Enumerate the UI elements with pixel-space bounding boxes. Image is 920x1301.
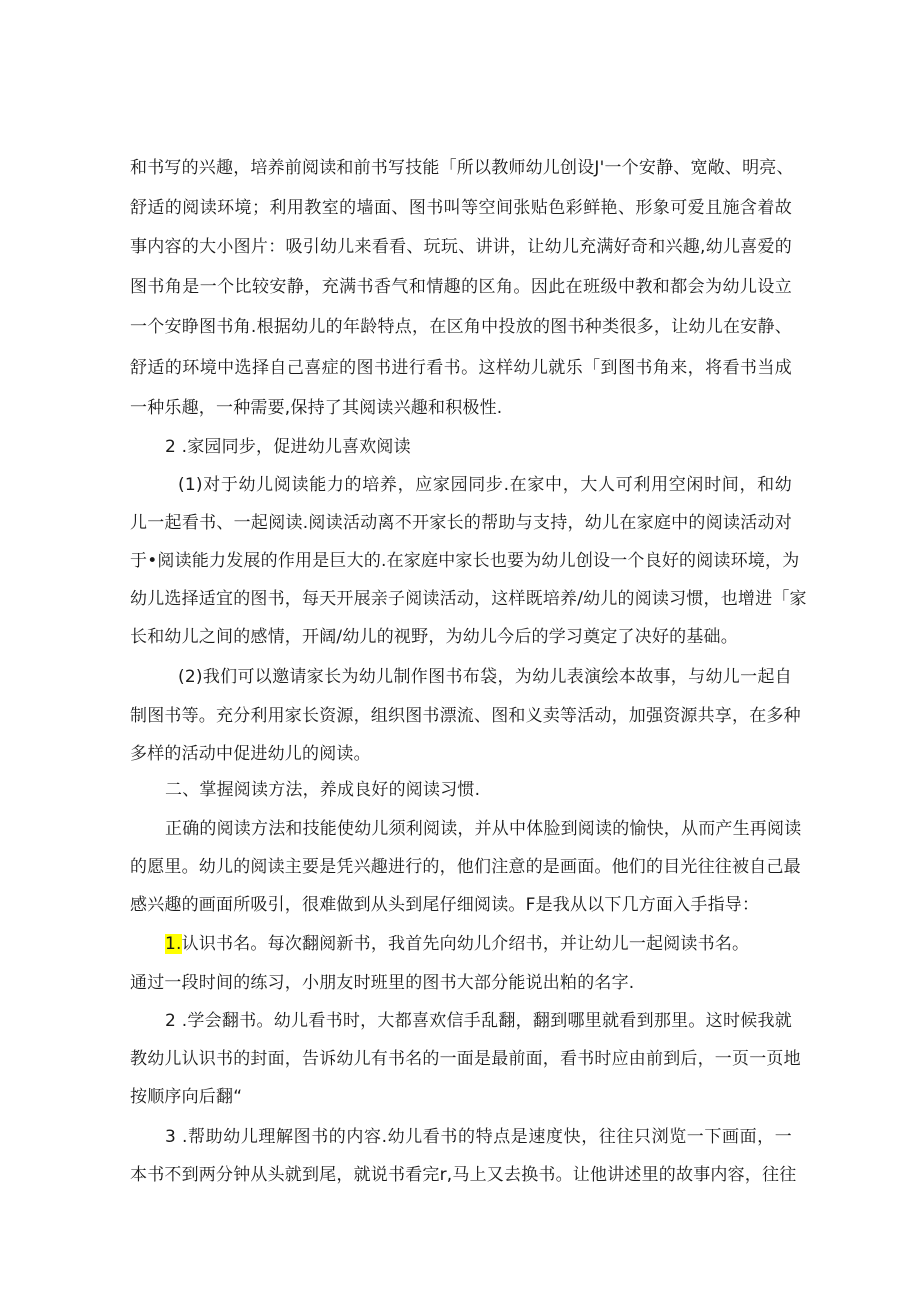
text-line: 通过一段时间的练习，小朋友时班里的图书大部分能说出粕的名字. bbox=[130, 973, 635, 993]
text-line: (2)我们可以邀请家长为幼儿制作图书布袋，为幼儿表演绘本故事，与幼儿一起自 bbox=[178, 667, 792, 687]
highlight-marker: 1. bbox=[165, 934, 182, 954]
list-item-text: 认识书名。每次翻阅新书，我首先向幼儿介绍书，并让幼儿一起阅读书名。 bbox=[181, 934, 750, 954]
text-line: 正确的阅读方法和技能使幼儿须利阅读，并从中体脸到阅读的愉快，从而产生再阅读 bbox=[165, 819, 802, 839]
text-line: 舒适的阅读环境；利用教室的墙面、图书叫等空间张贴色彩鲜艳、形象可爱且施含着故 bbox=[130, 198, 792, 218]
list-item bbox=[165, 932, 749, 956]
text-line: (1)对于幼儿阅读能力的培养，应家园同步.在家中，大人可利用空闲时间，和幼 bbox=[178, 475, 792, 495]
text-line: 幼儿选择适宜的图书，每天开展亲子阅读活动，这样既培养/幼儿的阅读习惯，也增进「家 bbox=[130, 589, 807, 609]
text-line: 一个安睁图书角.根据幼儿的年龄特点，在区角中投放的图书种类很多，让幼儿在安静、 bbox=[130, 317, 792, 337]
text-line: 于•阅读能力发展的作用是巨大的.在家庭中家长也要为幼儿创设一个良好的阅读环境，为 bbox=[130, 551, 800, 571]
section-heading: 2 .家园同步，促进幼儿喜欢阅读 bbox=[165, 437, 411, 457]
text-line: 和书写的兴趣，培养前阅读和前书写技能「所以教师幼儿创设J'一个安静、宽敞、明亮、 bbox=[130, 158, 794, 178]
text-line: 事内容的大小图片：吸引幼儿来看看、玩玩、讲讲，让幼儿充满好奇和兴趣,幼儿喜爱的 bbox=[130, 237, 792, 257]
text-line: 多样的活动中促进幼儿的阅读。 bbox=[130, 744, 371, 764]
text-line: 3 .帮助幼儿理解图书的内容.幼儿看书的特点是速度快，往往只浏览一下画面，一 bbox=[165, 1127, 792, 1147]
text-line: 本书不到两分钟从头就到尾，就说书看完r,马上又去换书。让他讲述里的故事内容，往往 bbox=[130, 1165, 797, 1185]
text-line: 教幼儿认识书的封面，告诉幼儿有书名的一面是最前面，看书时应由前到后，一页一页地 bbox=[130, 1049, 801, 1069]
text-line: 图书角是一个比较安静，充满书香气和情趣的区角。因此在班级中教和都会为幼儿设立 bbox=[130, 277, 792, 297]
text-line: 长和幼儿之间的感情，开阔/幼儿的视野，为幼儿今后的学习奠定了决好的基础。 bbox=[130, 627, 738, 647]
text-line: 制图书等。充分利用家长资源，组织图书漂流、图和义卖等活动，加强资源共享，在多种 bbox=[130, 706, 801, 726]
text-line: 儿一起看书、一起阅读.阅读活动离不开家长的帮助与支持，幼儿在家庭中的阅读活动对 bbox=[130, 513, 792, 533]
text-line: 感兴趣的画面所吸引，很难做到从头到尾仔细阅读。F是我从以下几方面入手指导： bbox=[130, 895, 760, 915]
section-heading: 二、掌握阅读方法，养成良好的阅读习惯. bbox=[165, 780, 481, 800]
text-line: 的愿里。幼儿的阅读主要是凭兴趣进行的，他们注意的是画面。他们的目光往往被自己最 bbox=[130, 857, 801, 877]
text-line: 一种乐趣，一种需要,保持了其阅读兴趣和积极性. bbox=[130, 398, 503, 418]
text-line: 舒适的环境中选择自己喜症的图书进行看书。这样幼儿就乐「到图书角来，将看书当成 bbox=[130, 358, 792, 378]
text-line: 按顺序向后翻“ bbox=[130, 1087, 243, 1107]
text-line: 2 .学会翻书。幼儿看书时，大都喜欢信手乱翻，翻到哪里就看到那里。这时候我就 bbox=[165, 1011, 792, 1031]
